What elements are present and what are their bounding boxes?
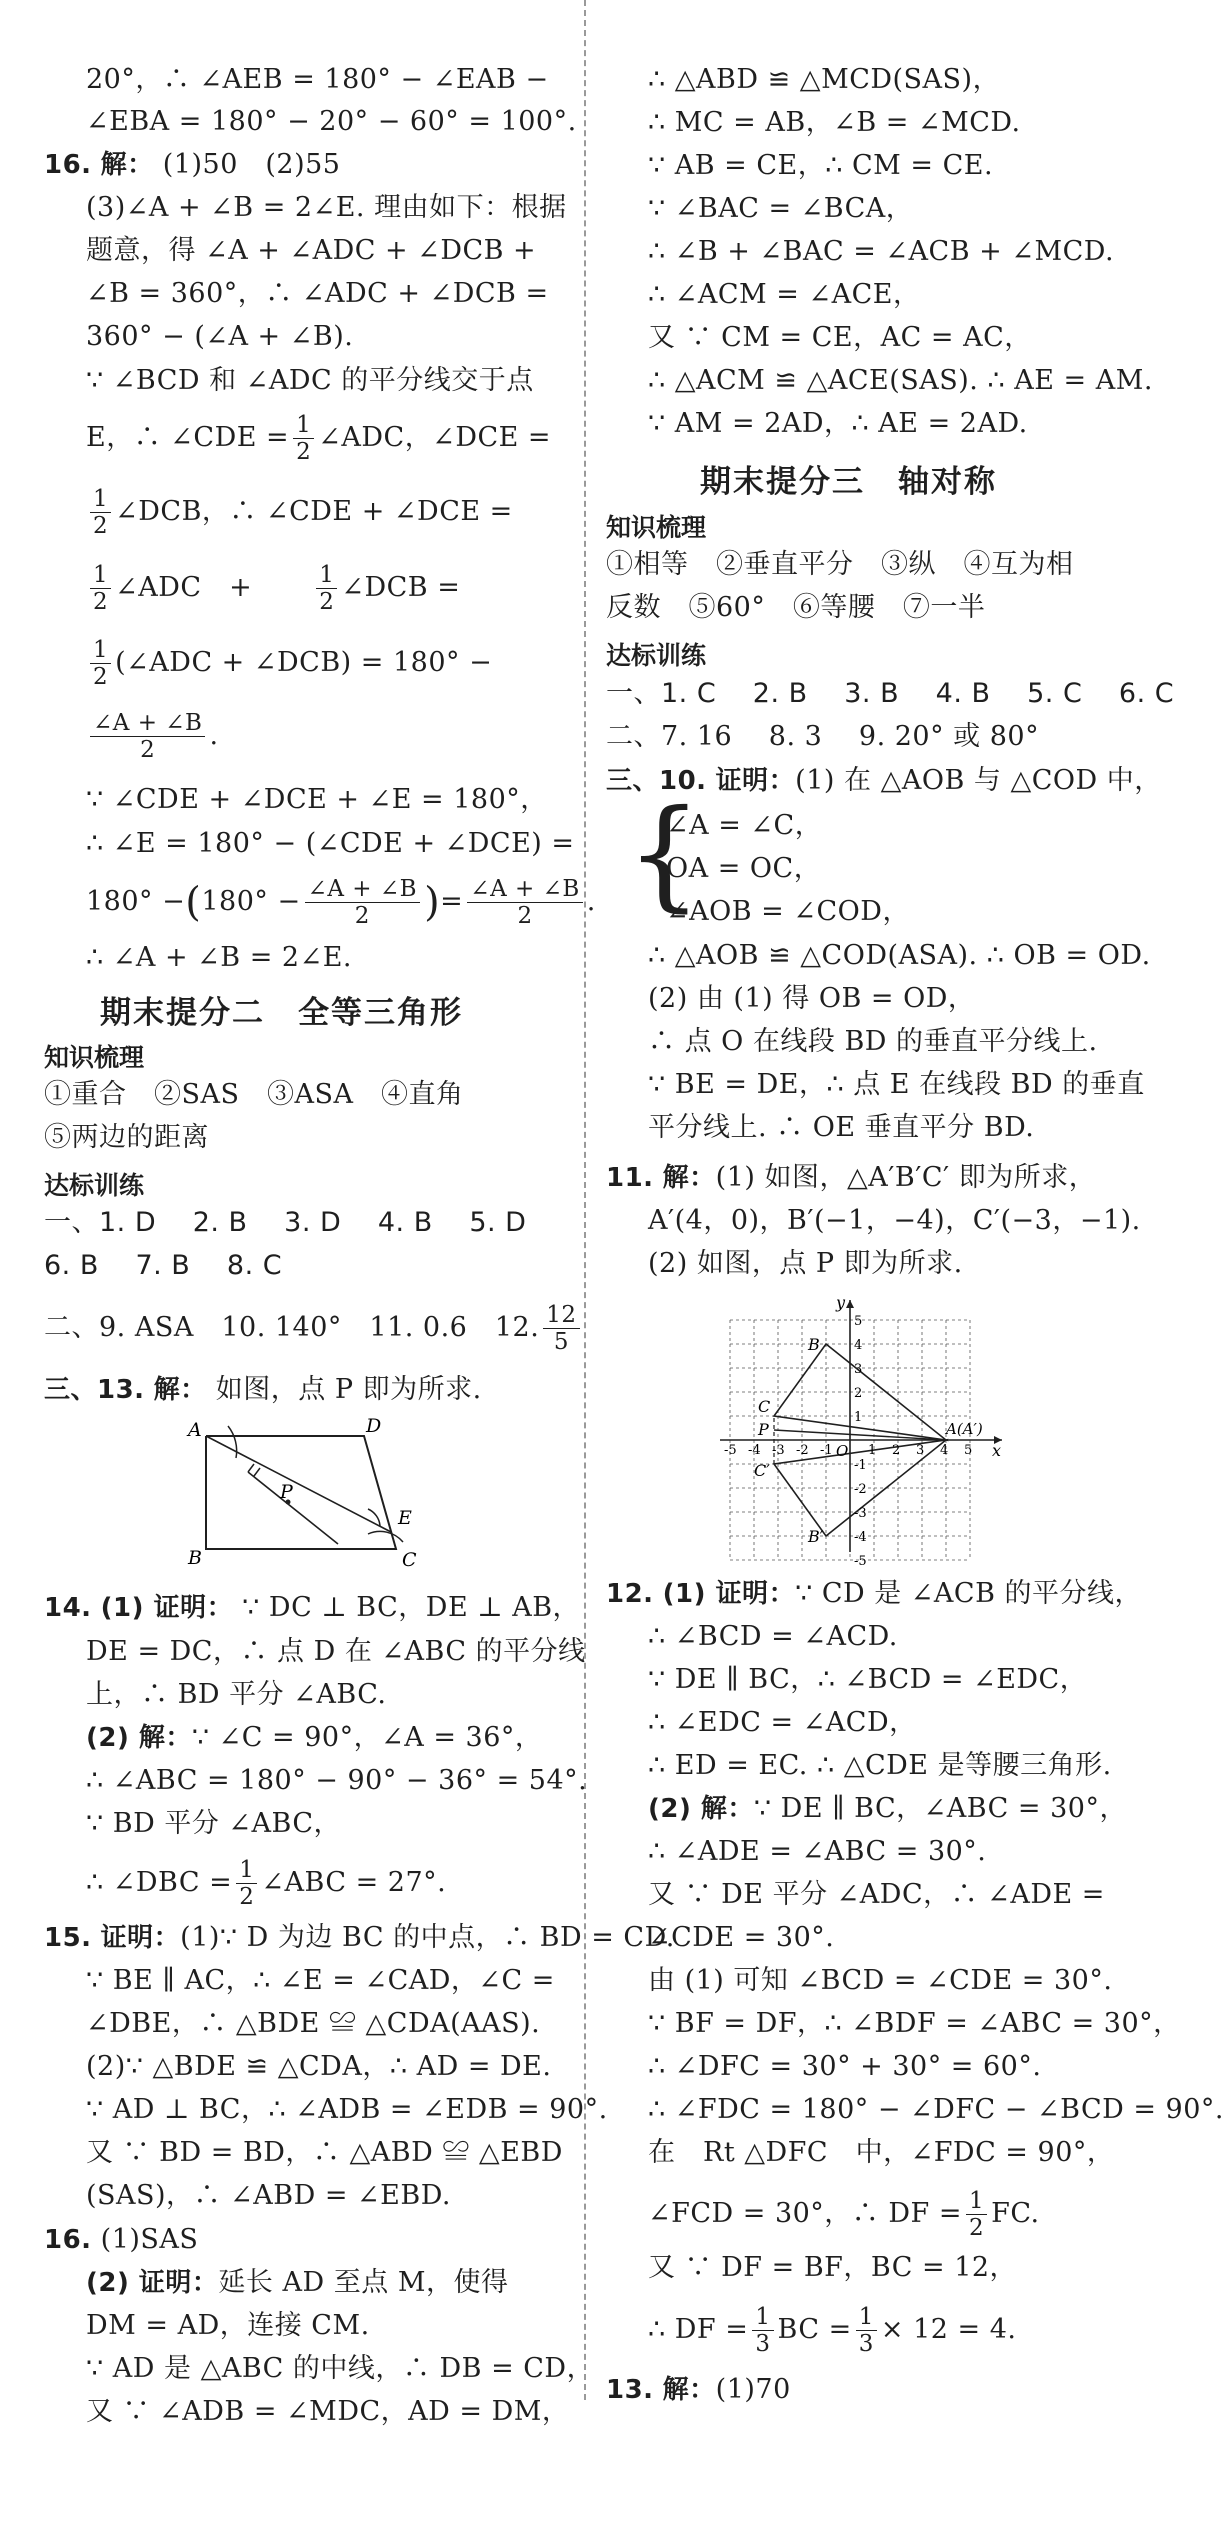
text: ∠ADC，∠DCE = xyxy=(318,422,552,453)
text-line: ∴ △ABD ≌ △MCD(SAS)， xyxy=(648,64,1001,95)
text-line xyxy=(44,1372,482,1408)
text-line: (2) 如图，点 P 即为所求. xyxy=(648,1248,963,1279)
text-line: ∵ DE ∥ BC，∴ ∠BCD = ∠EDC， xyxy=(648,1664,1088,1695)
numerator: ∠A + ∠B xyxy=(305,876,420,903)
text-line: DM = AD，连接 CM. xyxy=(86,2310,370,2341)
text-line: 又 ∵ DF = BF，BC = 12， xyxy=(648,2252,1018,2283)
text-line: ⑤两边的距离 xyxy=(44,1122,209,1153)
text: ∠DCB，∴ ∠CDE + ∠DCE = xyxy=(115,496,513,527)
text-line: 又 ∵ CM = CE，AC = AC， xyxy=(648,322,1032,353)
y-tick-label: 5 xyxy=(854,1314,863,1329)
text: ∠ABC = 27°. xyxy=(261,1867,447,1898)
denominator: 2 xyxy=(93,589,109,615)
text-line: 二、7. 16 8. 3 9. 20° 或 80° xyxy=(606,721,1040,752)
text-line: ∠B = 360°，∴ ∠ADC + ∠DCB = xyxy=(86,278,549,309)
fraction xyxy=(316,562,337,615)
text-line: ∠A = ∠C， xyxy=(666,810,823,841)
coordinate-grid-figure xyxy=(710,1290,1010,1569)
text-line: OA = OC， xyxy=(666,853,822,884)
text-line: ∠AOB = ∠COD， xyxy=(666,896,910,927)
y-tick-label: 2 xyxy=(854,1386,863,1401)
text-line xyxy=(606,1576,1142,1612)
text-line: (2) 由 (1) 得 OB = OD， xyxy=(648,983,976,1014)
fraction xyxy=(966,2188,987,2241)
text-line: ∵ BF = DF，∴ ∠BDF = ∠ABC = 30°， xyxy=(648,2008,1181,2039)
text-line: 又 ∵ BD = BD，∴ △ABD ≌ △EBD xyxy=(86,2137,563,2168)
text-line: (SAS)，∴ ∠ABD = ∠EBD. xyxy=(86,2180,451,2211)
text-line: ∴ ∠EDC = ∠ACD， xyxy=(648,1707,917,1738)
text: ∵ DE ∥ BC，∠ABC = 30°， xyxy=(753,1793,1127,1824)
figure-label-b: B xyxy=(188,1547,202,1569)
fraction xyxy=(90,486,111,539)
figure-label-c: C xyxy=(402,1549,417,1571)
y-tick-label: -3 xyxy=(854,1506,867,1521)
text-line: ∵ BD 平分 ∠ABC， xyxy=(86,1808,342,1839)
text: ∴ DF = xyxy=(648,2314,749,2345)
text: 延长 AD 至点 M，使得 xyxy=(218,2267,509,2298)
y-tick-label: -5 xyxy=(854,1554,867,1569)
fraction xyxy=(236,1857,257,1910)
question-number: 16. xyxy=(44,150,92,180)
text: (1)SAS xyxy=(100,2224,199,2255)
denominator: 2 xyxy=(239,1884,255,1910)
answer-label: 解： xyxy=(662,1163,716,1193)
text-line: ∴ MC = AB，∠B = ∠MCD. xyxy=(648,107,1021,138)
numerator: 12 xyxy=(543,1302,579,1329)
numerator: ∠A + ∠B xyxy=(90,710,205,737)
x-tick-label: 1 xyxy=(868,1443,877,1458)
text-line: ∠DBE，∴ △BDE ≌ △CDA(AAS). xyxy=(86,2008,541,2039)
denominator: 2 xyxy=(354,903,370,929)
system-brace: { xyxy=(626,785,703,924)
text: (∠ADC + ∠DCB) = 180° − xyxy=(115,647,493,678)
question-number: 12. xyxy=(606,1579,654,1609)
text: ∵ DC ⊥ BC，DE ⊥ AB， xyxy=(242,1592,581,1623)
figure-label-e: E xyxy=(398,1507,412,1529)
x-tick-label: -4 xyxy=(748,1443,761,1458)
text-line: ∵ AD ⊥ BC，∴ ∠ADB = ∠EDB = 90°. xyxy=(86,2094,608,2125)
fraction xyxy=(856,2304,877,2357)
text-line: ∴ ∠E = 180° − (∠CDE + ∠DCE) = xyxy=(86,828,575,859)
text: ∠DCB = xyxy=(341,572,461,603)
fraction xyxy=(90,562,111,615)
text-line: 由 (1) 可知 ∠BCD = ∠CDE = 30°. xyxy=(648,1965,1113,1996)
text-line: ∵ BE ∥ AC，∴ ∠E = ∠CAD，∠C = xyxy=(86,1965,555,1996)
text-line xyxy=(606,1160,1096,1196)
denominator: 2 xyxy=(140,737,156,763)
text-line: 一、1. C 2. B 3. B 4. B 5. C 6. C xyxy=(606,678,1175,709)
text-line: ∵ AB = CE，∴ CM = CE. xyxy=(648,150,994,181)
text-line: ∵ BE = DE，∴ 点 E 在线段 BD 的垂直 xyxy=(648,1069,1145,1100)
text-line: 上，∴ BD 平分 ∠ABC. xyxy=(86,1679,387,1710)
denominator: 3 xyxy=(755,2331,771,2357)
text-line: ∴ ∠ACM = ∠ACE， xyxy=(648,279,921,310)
point-c-label: C xyxy=(758,1397,771,1416)
denominator: 2 xyxy=(93,664,109,690)
x-tick-label: -5 xyxy=(724,1443,737,1458)
numerator: 1 xyxy=(966,2188,987,2215)
fraction xyxy=(90,637,111,690)
answer-label: (2) 解： xyxy=(86,1723,192,1753)
answer-label: 证明： xyxy=(100,1923,181,1953)
text-line xyxy=(44,1302,584,1355)
text-line xyxy=(86,1857,446,1910)
text: ∵ CD 是 ∠ACB 的平分线， xyxy=(795,1578,1143,1609)
text-line: 题意，得 ∠A + ∠ADC + ∠DCB + xyxy=(86,235,537,266)
text-line: ∴ △AOB ≌ △COD(ASA). ∴ OB = OD. xyxy=(648,940,1151,971)
fraction xyxy=(467,876,582,929)
subsection-heading: 达标训练 xyxy=(606,641,707,670)
text-line: 20°，∴ ∠AEB = 180° − ∠EAB − xyxy=(86,64,549,95)
x-tick-label: -1 xyxy=(820,1443,833,1458)
text-line: A′(4，0)，B′(−1，−4)，C′(−3，−1). xyxy=(648,1205,1141,1236)
text-line: ∴ ∠FDC = 180° − ∠DFC − ∠BCD = 90°. xyxy=(648,2094,1224,2125)
text-line: ∠CDE = 30°. xyxy=(648,1922,835,1953)
question-number: 13. xyxy=(606,2375,654,2405)
text-line xyxy=(44,1590,580,1626)
text: 180° − xyxy=(86,886,186,917)
text: (1)50 (2)55 xyxy=(162,149,341,180)
figure-label-p: P xyxy=(280,1481,293,1503)
x-tick-label: 5 xyxy=(964,1443,973,1458)
fraction xyxy=(543,1302,579,1355)
section-heading: 期末提分二 全等三角形 xyxy=(100,995,463,1031)
text-line: 360° − (∠A + ∠B). xyxy=(86,321,354,352)
text: 如图，点 P 即为所求. xyxy=(215,1374,482,1405)
y-tick-label: 1 xyxy=(854,1410,863,1425)
numerator: 1 xyxy=(236,1857,257,1884)
y-tick-label: 4 xyxy=(854,1338,863,1353)
text: (1) 在 △AOB 与 △COD 中， xyxy=(795,765,1162,796)
fraction xyxy=(305,876,420,929)
text-line: DE = DC，∴ 点 D 在 ∠ABC 的平分线 xyxy=(86,1636,586,1667)
text-line xyxy=(606,2372,791,2408)
text-line: (3)∠A + ∠B = 2∠E. 理由如下：根据 xyxy=(86,192,567,223)
text: ∴ ∠DBC = xyxy=(86,1867,233,1898)
numerator: 1 xyxy=(752,2304,773,2331)
denominator: 3 xyxy=(858,2331,874,2357)
text-line xyxy=(648,2304,1016,2357)
y-tick-labels xyxy=(854,1314,867,1569)
text-line: 6. B 7. B 8. C xyxy=(44,1250,283,1281)
figure-label-d: D xyxy=(366,1415,382,1437)
fraction xyxy=(752,2304,773,2357)
text-line: ∠EBA = 180° − 20° − 60° = 100°. xyxy=(86,106,577,137)
denominator: 2 xyxy=(319,589,335,615)
denominator: 5 xyxy=(553,1329,569,1355)
answer-label: (1) 证明： xyxy=(662,1579,796,1609)
question-number: 15. xyxy=(44,1923,92,1953)
point-b-prime-label: B′ xyxy=(808,1527,824,1546)
text-line: ①重合 ②SAS ③ASA ④直角 xyxy=(44,1079,464,1110)
text-line: 又 ∵ DE 平分 ∠ADC，∴ ∠ADE = xyxy=(648,1879,1105,1910)
text: (1) 如图，△A′B′C′ 即为所求， xyxy=(715,1162,1097,1193)
numerator: 1 xyxy=(90,562,111,589)
text-line xyxy=(86,412,551,465)
text-line xyxy=(86,710,219,763)
subsection-heading: 达标训练 xyxy=(44,1171,145,1200)
text-line xyxy=(86,637,492,690)
x-axis-label: x xyxy=(992,1441,1002,1460)
y-tick-label: -4 xyxy=(854,1530,867,1545)
question-number: 三、13. xyxy=(44,1375,145,1405)
text: . xyxy=(209,720,219,751)
numerator: 1 xyxy=(293,412,314,439)
q16-line xyxy=(44,147,340,183)
figure-label-a: A xyxy=(188,1419,202,1441)
numerator: ∠A + ∠B xyxy=(467,876,582,903)
section-heading: 期末提分三 轴对称 xyxy=(700,464,997,500)
text-line xyxy=(648,1791,1127,1827)
text: (1)70 xyxy=(715,2374,791,2405)
column-divider xyxy=(584,0,586,2400)
text-line: ∵ ∠CDE + ∠DCE + ∠E = 180°， xyxy=(86,784,548,815)
point-b-label: B xyxy=(808,1335,820,1354)
question-number: 14. xyxy=(44,1593,92,1623)
text-line: ∴ ∠ABC = 180° − 90° − 36° = 54°. xyxy=(86,1765,588,1796)
text-line xyxy=(44,2222,198,2258)
text-line: ∴ 点 O 在线段 BD 的垂直平分线上. xyxy=(648,1026,1098,1057)
text-line: ∴ ∠ADE = ∠ABC = 30°. xyxy=(648,1836,987,1867)
text-line xyxy=(86,562,460,615)
answer-label: (1) 证明： xyxy=(100,1593,234,1623)
text-line: (2)∵ △BDE ≌ △CDA，∴ AD = DE. xyxy=(86,2051,552,2082)
text-line: 反数 ⑤60° ⑥等腰 ⑦一半 xyxy=(606,592,986,623)
fraction xyxy=(293,412,314,465)
text: BC = xyxy=(777,2314,852,2345)
text: 二、9. ASA 10. 140° 11. 0.6 12. xyxy=(44,1312,540,1343)
text-line: 180° −(180° − $\frac{\angle A + \angle B}{2}$ )= $\frac{\angle A + \angle B}{2}$ . xyxy=(86,876,596,929)
answer-label: 解： xyxy=(100,150,154,180)
text: 180° − xyxy=(201,886,301,917)
x-tick-label: -2 xyxy=(796,1443,809,1458)
text-line: ∴ ∠B + ∠BAC = ∠ACB + ∠MCD. xyxy=(648,236,1115,267)
y-tick-label: -1 xyxy=(854,1458,867,1473)
text-line: ∴ ∠A + ∠B = 2∠E. xyxy=(86,942,353,973)
y-tick-label: 3 xyxy=(854,1362,863,1377)
text: E，∴ ∠CDE = xyxy=(86,422,290,453)
text-line: ∵ ∠BAC = ∠BCA， xyxy=(648,193,914,224)
text-line xyxy=(86,486,513,539)
text: (1)∵ D 为边 BC 的中点，∴ BD = CD. xyxy=(180,1922,675,1953)
answer-label: 解： xyxy=(662,2375,716,2405)
quadrilateral-figure xyxy=(188,1414,448,1574)
point-p-label: P xyxy=(758,1420,769,1439)
answer-label: (2) 证明： xyxy=(86,2268,219,2298)
x-tick-label: 2 xyxy=(892,1443,901,1458)
subsection-heading: 知识梳理 xyxy=(44,1043,145,1072)
question-number: 三、10. xyxy=(606,766,707,796)
text: ∠FCD = 30°，∴ DF = xyxy=(648,2198,962,2229)
answer-label: 解： xyxy=(153,1375,207,1405)
text: ∠ADC + xyxy=(115,572,253,603)
text-line xyxy=(86,1720,542,1756)
text-line: ∵ ∠BCD 和 ∠ADC 的平分线交于点 xyxy=(86,365,534,396)
question-number: 16. xyxy=(44,2225,92,2255)
text-line: 一、1. D 2. B 3. D 4. B 5. D xyxy=(44,1207,527,1238)
text: ∵ ∠C = 90°，∠A = 36°， xyxy=(191,1722,543,1753)
x-tick-label: 3 xyxy=(916,1443,925,1458)
text: = xyxy=(440,886,464,917)
numerator: 1 xyxy=(90,637,111,664)
text-line: 平分线上. ∴ OE 垂直平分 BD. xyxy=(648,1112,1035,1143)
denominator: 2 xyxy=(517,903,533,929)
text: FC. xyxy=(991,2198,1040,2229)
numerator: 1 xyxy=(90,486,111,513)
text-line: 在 Rt △DFC 中，∠FDC = 90°， xyxy=(648,2137,1115,2168)
point-c-prime-label: C′ xyxy=(754,1461,770,1480)
question-number: 11. xyxy=(606,1163,654,1193)
text-line xyxy=(86,2265,508,2301)
point-a-label: A(A′) xyxy=(946,1420,983,1438)
text-line: ∴ ED = EC. ∴ △CDE 是等腰三角形. xyxy=(648,1750,1112,1781)
text-line xyxy=(648,2188,1040,2241)
x-tick-label: -3 xyxy=(772,1443,785,1458)
x-tick-label: 4 xyxy=(940,1443,949,1458)
text-line: 又 ∵ ∠ADB = ∠MDC，AD = DM， xyxy=(86,2396,570,2427)
text-line: ∵ AD 是 △ABC 的中线，∴ DB = CD， xyxy=(86,2353,595,2384)
y-axis-label: y xyxy=(836,1293,846,1312)
fraction xyxy=(90,710,205,763)
origin-label: O xyxy=(836,1442,849,1460)
text-line: ∴ △ACM ≌ △ACE(SAS). ∴ AE = AM. xyxy=(648,365,1153,396)
denominator: 2 xyxy=(93,513,109,539)
text-line xyxy=(44,1920,675,1956)
denominator: 2 xyxy=(968,2215,985,2241)
denominator: 2 xyxy=(296,439,312,465)
text-line: ∴ ∠BCD = ∠ACD. xyxy=(648,1621,898,1652)
numerator: 1 xyxy=(856,2304,877,2331)
numerator: 1 xyxy=(316,562,337,589)
y-tick-label: -2 xyxy=(854,1482,867,1497)
text: × 12 = 4. xyxy=(880,2314,1017,2345)
text-line: ∵ AM = 2AD，∴ AE = 2AD. xyxy=(648,408,1028,439)
subsection-heading: 知识梳理 xyxy=(606,513,707,542)
answer-label: 证明： xyxy=(715,766,796,796)
text-line: ∴ ∠DFC = 30° + 30° = 60°. xyxy=(648,2051,1042,2082)
answer-label: (2) 解： xyxy=(648,1794,754,1824)
text-line: ①相等 ②垂直平分 ③纵 ④互为相 xyxy=(606,549,1074,580)
